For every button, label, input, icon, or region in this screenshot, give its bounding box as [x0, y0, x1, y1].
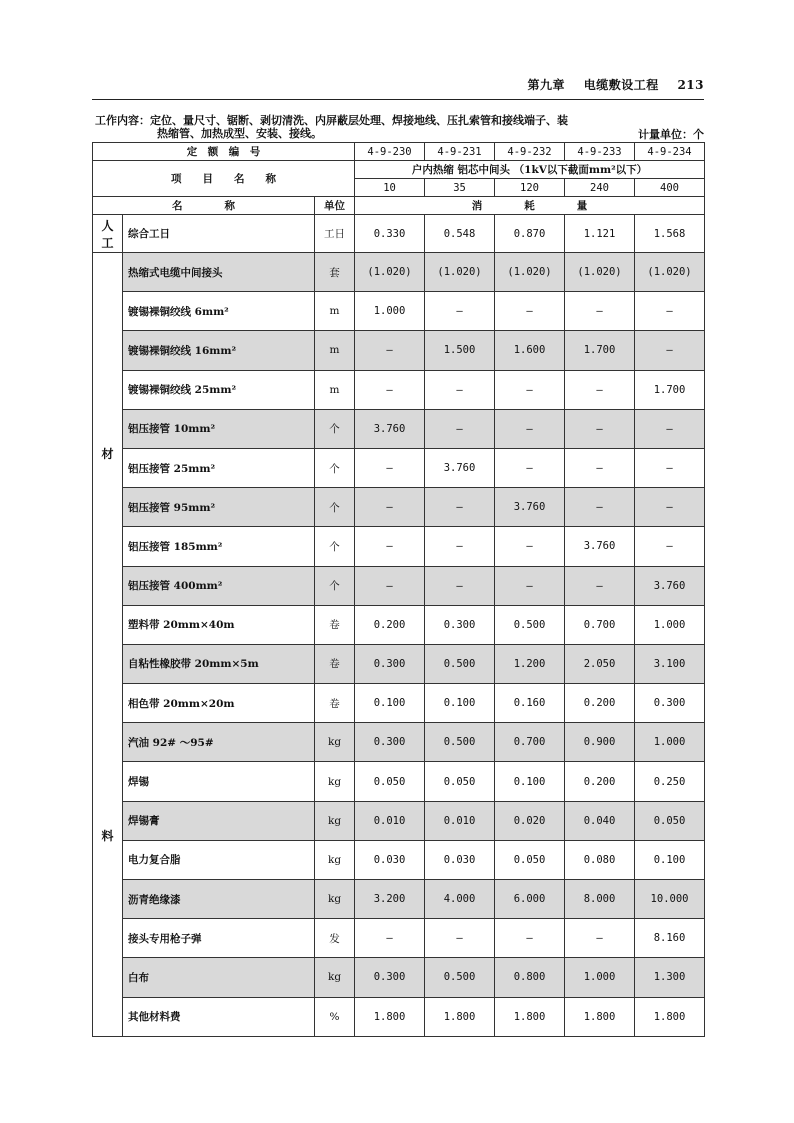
material-row — [93, 292, 705, 331]
material-value: 0.010 — [355, 801, 425, 840]
material-value: 2.050 — [565, 644, 635, 683]
material-value: — — [635, 331, 705, 370]
labor-name: 综合工日 — [123, 215, 315, 253]
material-value: 0.300 — [635, 684, 705, 723]
material-value: 1.700 — [635, 370, 705, 409]
material-value: 3.200 — [355, 880, 425, 919]
material-row — [93, 566, 705, 605]
code-cell: 4-9-233 — [565, 143, 635, 161]
material-row — [93, 919, 705, 958]
material-value: 1.600 — [495, 331, 565, 370]
code-cell: 4-9-230 — [355, 143, 425, 161]
material-value: 0.900 — [565, 723, 635, 762]
material-name: 接头专用枪子弹 — [123, 919, 315, 958]
material-value: 0.200 — [565, 684, 635, 723]
material-category-char: 材 — [101, 446, 114, 461]
material-value: 0.100 — [425, 684, 495, 723]
material-category — [93, 253, 123, 1037]
labor-row — [93, 215, 705, 253]
material-row — [93, 331, 705, 370]
material-value: (1.020) — [635, 253, 705, 292]
material-row — [93, 253, 705, 292]
quota-label: 定 额 编 号 — [93, 143, 355, 161]
group-title: 户内热缩 铝芯中间头 （1kV以下截面mm²以下） — [355, 161, 705, 179]
work-content — [95, 114, 695, 140]
material-value: — — [565, 448, 635, 487]
material-value: 1.800 — [495, 997, 565, 1036]
material-name: 汽油 92# ～95# — [123, 723, 315, 762]
material-value: 1.800 — [635, 997, 705, 1036]
labor-value: 1.121 — [565, 215, 635, 253]
size-cell: 35 — [425, 179, 495, 197]
material-value: 0.200 — [355, 605, 425, 644]
material-unit: kg — [315, 840, 355, 879]
material-value: 0.300 — [355, 644, 425, 683]
material-value: — — [355, 919, 425, 958]
page-number: 213 — [677, 78, 704, 92]
material-name: 电力复合脂 — [123, 840, 315, 879]
material-unit: 个 — [315, 409, 355, 448]
header-rule — [92, 99, 704, 100]
material-value: 10.000 — [635, 880, 705, 919]
material-value: — — [495, 448, 565, 487]
material-value: — — [355, 488, 425, 527]
item-name-label: 项 目 名 称 — [93, 161, 355, 197]
size-cell: 120 — [495, 179, 565, 197]
material-value: — — [425, 409, 495, 448]
material-name: 铝压接管 400mm² — [123, 566, 315, 605]
material-name: 相色带 20mm×20m — [123, 684, 315, 723]
material-name: 铝压接管 185mm² — [123, 527, 315, 566]
material-unit: m — [315, 331, 355, 370]
material-unit: kg — [315, 801, 355, 840]
material-value: 0.050 — [355, 762, 425, 801]
labor-value: 0.330 — [355, 215, 425, 253]
material-unit: 个 — [315, 488, 355, 527]
material-unit: 个 — [315, 448, 355, 487]
material-name: 焊锡膏 — [123, 801, 315, 840]
size-cell: 10 — [355, 179, 425, 197]
material-name: 其他材料费 — [123, 997, 315, 1036]
material-row — [93, 840, 705, 879]
material-value: 1.000 — [565, 958, 635, 997]
material-unit: kg — [315, 762, 355, 801]
material-value: 0.500 — [425, 644, 495, 683]
material-row — [93, 409, 705, 448]
material-value: 3.760 — [355, 409, 425, 448]
material-unit: 卷 — [315, 684, 355, 723]
code-cell: 4-9-234 — [635, 143, 705, 161]
material-value: 6.000 — [495, 880, 565, 919]
material-value: (1.020) — [565, 253, 635, 292]
chapter-label: 第九章 — [527, 78, 566, 92]
material-value: (1.020) — [355, 253, 425, 292]
material-value: — — [355, 448, 425, 487]
material-unit: 卷 — [315, 605, 355, 644]
material-value: — — [635, 292, 705, 331]
material-value: 0.700 — [565, 605, 635, 644]
material-name: 铝压接管 25mm² — [123, 448, 315, 487]
size-cell: 400 — [635, 179, 705, 197]
material-value: 1.200 — [495, 644, 565, 683]
material-name: 塑料带 20mm×40m — [123, 605, 315, 644]
material-value: — — [355, 370, 425, 409]
material-unit: m — [315, 370, 355, 409]
material-row — [93, 723, 705, 762]
labor-category — [93, 215, 123, 253]
material-value: (1.020) — [425, 253, 495, 292]
material-value: — — [635, 488, 705, 527]
material-value: — — [635, 448, 705, 487]
material-value: 0.300 — [355, 958, 425, 997]
material-value: 0.100 — [495, 762, 565, 801]
material-value: — — [565, 370, 635, 409]
material-name: 镀锡裸铜绞线 6mm² — [123, 292, 315, 331]
material-value: 3.100 — [635, 644, 705, 683]
material-value: 4.000 — [425, 880, 495, 919]
material-value: 3.760 — [495, 488, 565, 527]
material-row — [93, 958, 705, 997]
material-value: 1.800 — [565, 997, 635, 1036]
material-value: — — [425, 292, 495, 331]
material-value: — — [495, 527, 565, 566]
material-unit: % — [315, 997, 355, 1036]
material-row — [93, 488, 705, 527]
material-name: 自粘性橡胶带 20mm×5m — [123, 644, 315, 683]
material-value: — — [635, 527, 705, 566]
material-value: — — [425, 919, 495, 958]
material-value: — — [355, 527, 425, 566]
material-unit: kg — [315, 958, 355, 997]
material-value: — — [495, 370, 565, 409]
material-name: 镀锡裸铜绞线 16mm² — [123, 331, 315, 370]
material-value: — — [635, 409, 705, 448]
material-row — [93, 527, 705, 566]
consumption-header: 消 耗 量 — [355, 197, 705, 215]
material-value: 0.700 — [495, 723, 565, 762]
material-name: 焊锡 — [123, 762, 315, 801]
material-value: 0.500 — [425, 958, 495, 997]
code-cell: 4-9-231 — [425, 143, 495, 161]
work-content-line1: 工作内容：定位、量尺寸、锯断、剥切清洗、内屏蔽层处理、焊接地线、压扎索管和接线端子、装 — [95, 114, 568, 127]
material-value: — — [495, 409, 565, 448]
material-value: 0.250 — [635, 762, 705, 801]
material-name: 沥青绝缘漆 — [123, 880, 315, 919]
measure-unit: 计量单位：个 — [638, 128, 704, 141]
material-value: 1.300 — [635, 958, 705, 997]
code-cell: 4-9-232 — [495, 143, 565, 161]
material-row — [93, 605, 705, 644]
material-value: 1.000 — [635, 723, 705, 762]
material-unit: kg — [315, 723, 355, 762]
page-header — [514, 76, 704, 93]
material-value: 3.760 — [635, 566, 705, 605]
material-unit: 套 — [315, 253, 355, 292]
material-row — [93, 684, 705, 723]
material-value: 1.700 — [565, 331, 635, 370]
material-name: 镀锡裸铜绞线 25mm² — [123, 370, 315, 409]
material-value: 0.050 — [425, 762, 495, 801]
labor-value: 1.568 — [635, 215, 705, 253]
material-value: 1.800 — [355, 997, 425, 1036]
material-value: 0.100 — [635, 840, 705, 879]
material-value: 0.080 — [565, 840, 635, 879]
material-name: 白布 — [123, 958, 315, 997]
material-unit: 发 — [315, 919, 355, 958]
material-value: 0.030 — [425, 840, 495, 879]
material-row — [93, 762, 705, 801]
material-value: — — [425, 370, 495, 409]
material-value: (1.020) — [495, 253, 565, 292]
material-unit: kg — [315, 880, 355, 919]
material-value: 0.020 — [495, 801, 565, 840]
material-value: 1.000 — [635, 605, 705, 644]
material-value: — — [425, 527, 495, 566]
material-value: — — [565, 566, 635, 605]
material-row — [93, 370, 705, 409]
material-value: 0.160 — [495, 684, 565, 723]
material-value: 0.100 — [355, 684, 425, 723]
material-value: — — [565, 292, 635, 331]
material-value: 3.760 — [565, 527, 635, 566]
material-unit: 卷 — [315, 644, 355, 683]
material-value: — — [565, 409, 635, 448]
material-value: — — [565, 919, 635, 958]
material-unit: 个 — [315, 527, 355, 566]
material-value: 0.800 — [495, 958, 565, 997]
material-value: 0.050 — [635, 801, 705, 840]
material-value: 8.160 — [635, 919, 705, 958]
material-value: 0.300 — [425, 605, 495, 644]
material-value: 0.500 — [495, 605, 565, 644]
material-name: 热缩式电缆中间接头 — [123, 253, 315, 292]
labor-category-char: 工 — [101, 235, 114, 250]
material-row — [93, 880, 705, 919]
material-unit: 个 — [315, 566, 355, 605]
unit-column-header: 单位 — [315, 197, 355, 215]
labor-unit: 工日 — [315, 215, 355, 253]
material-value: 0.300 — [355, 723, 425, 762]
material-name: 铝压接管 10mm² — [123, 409, 315, 448]
labor-category-char: 人 — [101, 218, 114, 233]
work-content-line2: 热缩管、加热成型、安装、接线。 — [157, 127, 322, 140]
material-value: 1.000 — [355, 292, 425, 331]
material-value: 0.500 — [425, 723, 495, 762]
material-value: — — [495, 292, 565, 331]
material-value: 0.200 — [565, 762, 635, 801]
material-row — [93, 644, 705, 683]
material-value: — — [565, 488, 635, 527]
size-cell: 240 — [565, 179, 635, 197]
quota-table — [92, 142, 705, 1037]
material-name: 铝压接管 95mm² — [123, 488, 315, 527]
material-value: — — [355, 566, 425, 605]
material-category-char: 料 — [101, 828, 114, 843]
material-value: — — [495, 919, 565, 958]
labor-value: 0.548 — [425, 215, 495, 253]
labor-value: 0.870 — [495, 215, 565, 253]
material-value: — — [425, 488, 495, 527]
material-row — [93, 448, 705, 487]
material-row — [93, 801, 705, 840]
material-value: 1.800 — [425, 997, 495, 1036]
material-value: 0.010 — [425, 801, 495, 840]
material-value: — — [425, 566, 495, 605]
material-value: 3.760 — [425, 448, 495, 487]
material-value: 0.050 — [495, 840, 565, 879]
name-column-header: 名 称 — [93, 197, 315, 215]
material-row — [93, 997, 705, 1036]
section-title: 电缆敷设工程 — [583, 78, 659, 92]
material-value: 0.040 — [565, 801, 635, 840]
material-value: 0.030 — [355, 840, 425, 879]
material-value: — — [495, 566, 565, 605]
material-value: — — [355, 331, 425, 370]
material-value: 8.000 — [565, 880, 635, 919]
material-value: 1.500 — [425, 331, 495, 370]
material-unit: m — [315, 292, 355, 331]
